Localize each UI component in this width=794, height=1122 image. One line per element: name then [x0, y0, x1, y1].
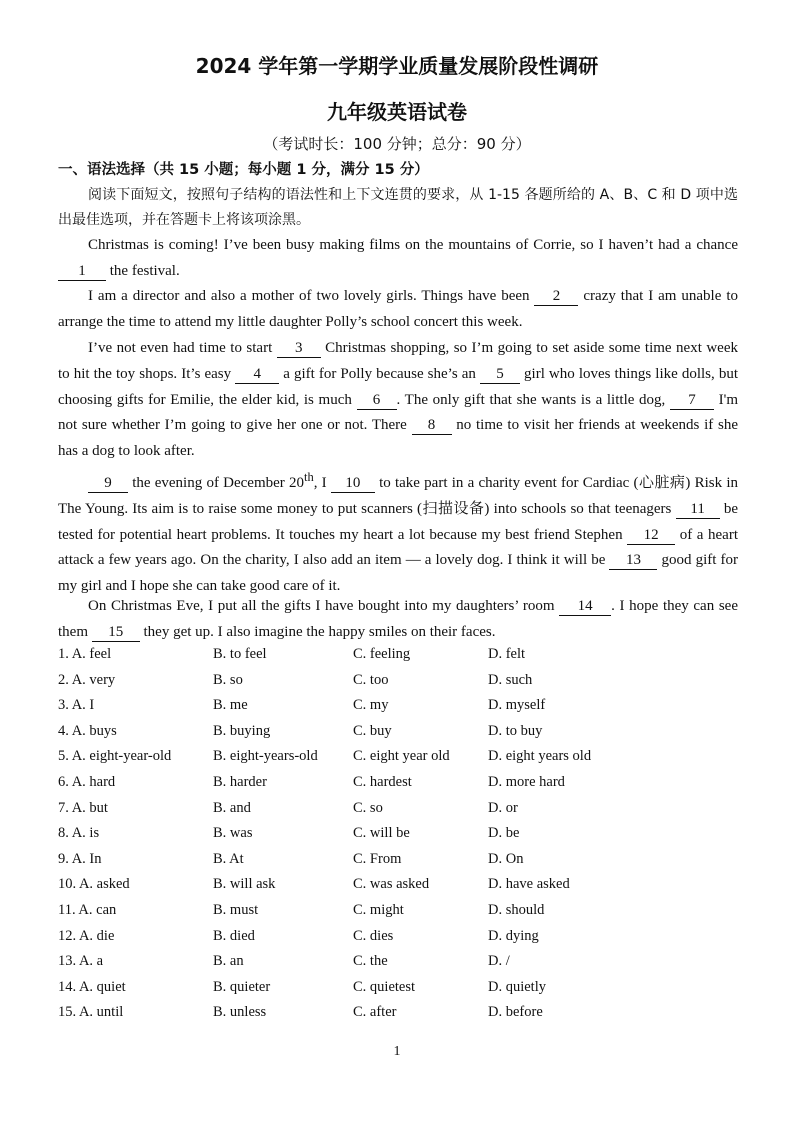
question-options — [58, 1002, 738, 1028]
passage-paragraph-4: 9 the evening of December 20th, I 10 to take part in a charity event for Cardiac (心脏病) Risk in The Young. Its aim is to raise some money to put scanners (扫描设备) into schools so that teenagers 11 be tested for potential heart problems. It touches my heart a lot because my best friend Stephen 12 of a heart attack a few years ago. On the charity, I also add an item — a lovely dog. I think it will be 13 good gift for my girl and I hope she can take good care of it. — [58, 470, 739, 595]
option-d: D. dying — [488, 927, 539, 944]
blank-12: 12 — [627, 527, 675, 545]
option-b: B. harder — [213, 773, 267, 790]
option-a: 10. A. asked — [58, 876, 130, 893]
option-c: C. buy — [353, 722, 392, 739]
section-title: 一、语法选择（共 15 小题；每小题 1 分，满分 15 分） — [58, 162, 429, 178]
option-b: B. unless — [213, 1004, 267, 1021]
option-b: B. so — [213, 671, 243, 688]
exam-title: 2024 学年第一学期学业质量发展阶段性调研 — [195, 54, 599, 78]
blank-9: 9 — [88, 475, 128, 493]
option-b: B. must — [213, 901, 259, 918]
exam-duration-score: （考试时长：100 分钟；总分：90 分） — [263, 135, 531, 153]
option-b: B. to feel — [213, 646, 267, 662]
option-b: B. and — [213, 799, 251, 816]
question-options — [58, 900, 738, 926]
option-b: B. will ask — [213, 876, 276, 893]
exam-subject-title: 九年级英语试卷 — [327, 100, 467, 124]
option-d: D. felt — [488, 646, 526, 662]
option-a: 11. A. can — [58, 901, 117, 918]
blank-11: 11 — [676, 501, 720, 519]
option-b: B. buying — [213, 722, 271, 739]
blank-6: 6 — [357, 392, 397, 410]
option-c: C. dies — [353, 927, 394, 944]
option-d: D. / — [488, 953, 510, 970]
option-a: 5. A. eight-year-old — [58, 748, 172, 765]
option-d: D. quietly — [488, 978, 546, 995]
option-d: D. myself — [488, 697, 546, 714]
option-b: B. died — [213, 927, 255, 944]
option-c: C. will be — [353, 825, 410, 842]
blank-13: 13 — [609, 552, 657, 570]
blank-1: 1 — [58, 263, 106, 281]
option-d: D. such — [488, 671, 533, 688]
passage-paragraph-3: I’ve not even had time to start 3 Christmas shopping, so I’m going to set aside some time next week to hit the toy shops. It’s easy 4 a gift for Polly because she’s an 5 girl who loves things like dolls, but choosing gifts for Emilie, the elder kid, is much 6 . The only gift that she wants is a little dog, 7 I'm not sure whether I’m going to give her one or not. There 8 no time to visit her friends at weekends if she has a dog to look after. — [58, 340, 738, 460]
question-options — [58, 670, 738, 696]
question-options — [58, 874, 738, 900]
option-d: D. have asked — [488, 876, 570, 893]
option-a: 2. A. very — [58, 671, 116, 688]
option-a: 4. A. buys — [58, 722, 117, 739]
question-options — [58, 798, 738, 824]
option-d: D. or — [488, 799, 518, 816]
option-d: D. more hard — [488, 773, 565, 790]
blank-14: 14 — [559, 598, 611, 616]
answer-options — [58, 644, 738, 1028]
passage-paragraph-2: I am a director and also a mother of two lovely girls. Things have been 2 crazy that I am unable to arrange the time to attend my little daughter Polly’s school concert this week. — [58, 288, 738, 330]
blank-2: 2 — [534, 288, 578, 306]
option-d: D. should — [488, 901, 545, 918]
option-a: 15. A. until — [58, 1004, 124, 1021]
page-number: 1 — [393, 1044, 401, 1059]
option-a: 12. A. die — [58, 927, 115, 944]
option-c: C. eight year old — [353, 748, 450, 765]
option-a: 3. A. I — [58, 697, 95, 714]
question-options — [58, 977, 738, 1003]
option-b: B. was — [213, 825, 253, 842]
question-options — [58, 644, 738, 670]
option-a: 9. A. In — [58, 850, 102, 867]
option-c: C. my — [353, 697, 389, 714]
blank-10: 10 — [331, 475, 375, 493]
option-c: C. quietest — [353, 978, 416, 995]
option-c: C. so — [353, 799, 383, 816]
blank-3: 3 — [277, 340, 321, 358]
passage-paragraph-1: Christmas is coming! I’ve been busy making films on the mountains of Corrie, so I haven’t had a chance 1 the festival. — [58, 233, 738, 285]
option-c: C. after — [353, 1004, 397, 1021]
option-a: 6. A. hard — [58, 773, 116, 790]
option-d: D. to buy — [488, 722, 543, 739]
option-b: B. At — [213, 850, 244, 867]
option-b: B. an — [213, 953, 244, 970]
option-a: 1. A. feel — [58, 646, 112, 662]
blank-5: 5 — [480, 366, 520, 384]
question-options — [58, 721, 738, 747]
option-c: C. From — [353, 850, 402, 867]
blank-7: 7 — [670, 392, 714, 410]
superscript-th: th — [303, 470, 314, 484]
question-options — [58, 746, 738, 772]
instructions: 阅读下面短文，按照句子结构的语法性和上下文连贯的要求，从 1-15 各题所给的 A、B、C 和 D 项中选出最佳选项，并在答题卡上将该项涂黑。 — [58, 187, 738, 228]
question-options — [58, 849, 738, 875]
option-b: B. me — [213, 697, 248, 714]
option-b: B. eight-years-old — [213, 748, 318, 765]
option-a: 8. A. is — [58, 825, 100, 842]
option-c: C. too — [353, 671, 389, 688]
option-c: C. hardest — [353, 773, 412, 790]
option-d: D. On — [488, 850, 524, 867]
option-d: D. be — [488, 825, 520, 842]
question-options — [58, 951, 738, 977]
question-options — [58, 926, 738, 952]
option-a: 14. A. quiet — [58, 978, 126, 995]
option-d: D. before — [488, 1004, 543, 1021]
question-options — [58, 772, 738, 798]
question-options — [58, 695, 738, 721]
option-d: D. eight years old — [488, 748, 592, 765]
option-c: C. was asked — [353, 876, 430, 893]
option-c: C. the — [353, 953, 388, 970]
option-a: 7. A. but — [58, 799, 108, 816]
passage-paragraph-5: On Christmas Eve, I put all the gifts I have bought into my daughters’ room 14 . I hope they can see them 15 they get up. I also imagine the happy smiles on their faces. — [58, 598, 738, 640]
option-c: C. might — [353, 901, 404, 918]
blank-4: 4 — [235, 366, 279, 384]
option-c: C. feeling — [353, 646, 411, 662]
question-options — [58, 823, 738, 849]
blank-15: 15 — [92, 624, 140, 642]
option-b: B. quieter — [213, 978, 271, 995]
blank-8: 8 — [412, 417, 452, 435]
option-a: 13. A. a — [58, 953, 104, 970]
